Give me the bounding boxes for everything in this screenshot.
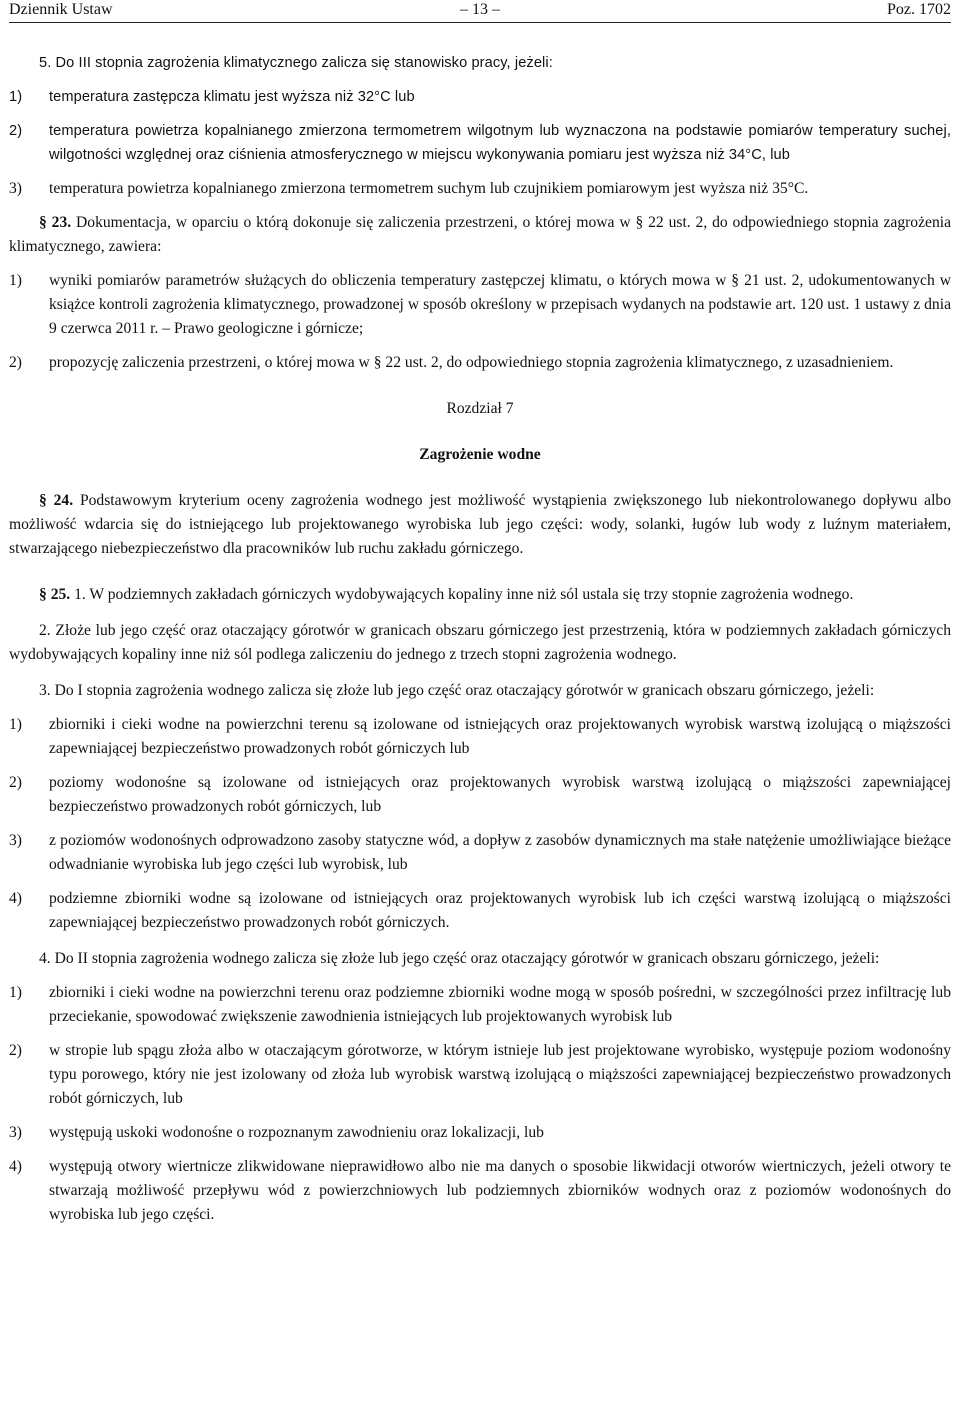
- section-mark: § 23.: [39, 214, 72, 231]
- section-25-paragraph-3: 3. Do I stopnia zagrożenia wodnego zalicza się złoże lub jego część oraz otaczający górotwór w granicach obszaru górniczego, jeżeli:: [39, 682, 875, 699]
- list-item: 2) w stropie lub spągu złoża albo w otaczającym górotworze, w którym istnieje lub jest projektowane wyrobisko, występuje poziom wodonośny typu porowego, który nie jest izolowany od złoża lub wyrobisk warstwą izolującą o miąższości zapewniającej bezpieczeństwo prowadzonych robót górniczych, lub: [9, 1042, 951, 1107]
- list-item: 2) poziomy wodonośne są izolowane od istniejących oraz projektowanych wyrobisk warstwą izolującą o miąższości zapewniającej bezpieczeństwo prowadzonych robót górniczych, lub: [9, 774, 951, 815]
- page-number: – 13 –: [460, 1, 500, 18]
- section-24: § 24. Podstawowym kryterium oceny zagrożenia wodnego jest możliwość wystąpienia zwiększonego lub niekontrolowanego dopływu albo możliwość wdarcia się do istniejącego lub projektowanego wyrobiska lub jego części: wody, solanki, ługów lub wody z luźnym materiałem, stwarzającego niebezpieczeństwo dla pracowników lub ruchu zakładu górniczego.: [9, 492, 951, 557]
- list-item: 4) podziemne zbiorniki wodne są izolowane od istniejących oraz projektowanych wyrobisk lub ich części warstwą izolującą o miąższości zapewniającej bezpieczeństwo prowadzonych robót górniczych.: [9, 890, 951, 931]
- section-23: § 23. Dokumentacja, w oparciu o którą dokonuje się zaliczenia przestrzeni, o której mowa w § 22 ust. 2, do odpowiedniego stopnia zagrożenia klimatycznego, zawiera:: [9, 214, 951, 255]
- list-item: 1) zbiorniki i cieki wodne na powierzchni terenu są izolowane od istniejących oraz projektowanych wyrobisk warstwą izolującą o miąższości zapewniającej bezpieczeństwo prowadzonych robót górniczych lub: [9, 716, 951, 757]
- list-item: 1) zbiorniki i cieki wodne na powierzchni terenu oraz podziemne zbiorniki wodne mogą w sposób pośredni, w szczególności przez infiltrację lub przeciekanie, spowodować zwiększenie zawodnienia istniejących lub projektowanych wyrobisk lub: [9, 984, 951, 1025]
- chapter-title: Zagrożenie wodne: [419, 446, 541, 463]
- paragraph-5-intro: 5. Do III stopnia zagrożenia klimatycznego zalicza się stanowisko pracy, jeżeli:: [39, 55, 553, 71]
- list-item: 1) wyniki pomiarów parametrów służących do obliczenia temperatury zastępczej klimatu, o których mowa w § 21 ust. 2, udokumentowanych w książce kontroli zagrożenia klimatycznego, prowadzonej w sposób określony w przepisach wydanych na podstawie art. 120 ust. 1 ustawy z dnia 9 czerwca 2011 r. – Prawo geologiczne i górnicze;: [9, 272, 951, 337]
- section-25-paragraph-2: 2. Złoże lub jego część oraz otaczający górotwór w granicach obszaru górniczego jest przestrzenią, która w podziemnych zakładach górniczych wydobywających kopaliny inne niż sól podlega zaliczeniu do jednego z trzech stopni zagrożenia wodnego.: [9, 622, 951, 663]
- list-item: 1) temperatura zastępcza klimatu jest wyższa niż 32°C lub: [9, 89, 415, 105]
- position-number: Poz. 1702: [887, 1, 951, 18]
- chapter-heading: Rozdział 7: [446, 400, 514, 417]
- journal-name: Dziennik Ustaw: [9, 1, 113, 18]
- list-item: 3) występują uskoki wodonośne o rozpoznanym zawodnieniu oraz lokalizacji, lub: [9, 1124, 544, 1141]
- section-mark: § 24.: [39, 492, 74, 509]
- section-mark: § 25.: [39, 586, 71, 603]
- list-item: 4) występują otwory wiertnicze zlikwidowane nieprawidłowo albo nie ma danych o sposobie likwidacji otworów wiertniczych, jeżeli otwory te stwarzają możliwość przepływu wód z powierzchniowych lub podziemnych zbiorników wodnych oraz z poziomów wodonośnych do wyrobiska lub jego części.: [9, 1158, 951, 1223]
- list-item: 3) z poziomów wodonośnych odprowadzono zasoby statyczne wód, a dopływ z zasobów dynamicznych ma stałe natężenie umożliwiające bieżące odwadnianie wyrobiska lub jego części lub wyrobisk, lub: [9, 832, 951, 873]
- document-body: [9, 23, 951, 1227]
- list-item: 2) temperatura powietrza kopalnianego zmierzona termometrem wilgotnym lub wyznaczona na podstawie pomiarów temperatury suchej, wilgotności względnej oraz ciśnienia atmosferycznego w miejscu wykonywania pomiaru jest wyższa niż 34°C, lub: [9, 123, 951, 163]
- list-item: 2) propozycję zaliczenia przestrzeni, o której mowa w § 22 ust. 2, do odpowiedniego stopnia zagrożenia klimatycznego, z uzasadnieniem.: [9, 354, 894, 371]
- section-25: § 25. 1. W podziemnych zakładach górniczych wydobywających kopaliny inne niż sól ustala się trzy stopnie zagrożenia wodnego.: [39, 586, 854, 603]
- list-item: 3) temperatura powietrza kopalnianego zmierzona termometrem suchym lub czujnikiem pomiarowym jest wyższa niż 35°C.: [9, 180, 809, 197]
- page-header: [9, 0, 951, 23]
- section-25-paragraph-4: 4. Do II stopnia zagrożenia wodnego zalicza się złoże lub jego część oraz otaczający górotwór w granicach obszaru górniczego, jeżeli:: [39, 950, 880, 967]
